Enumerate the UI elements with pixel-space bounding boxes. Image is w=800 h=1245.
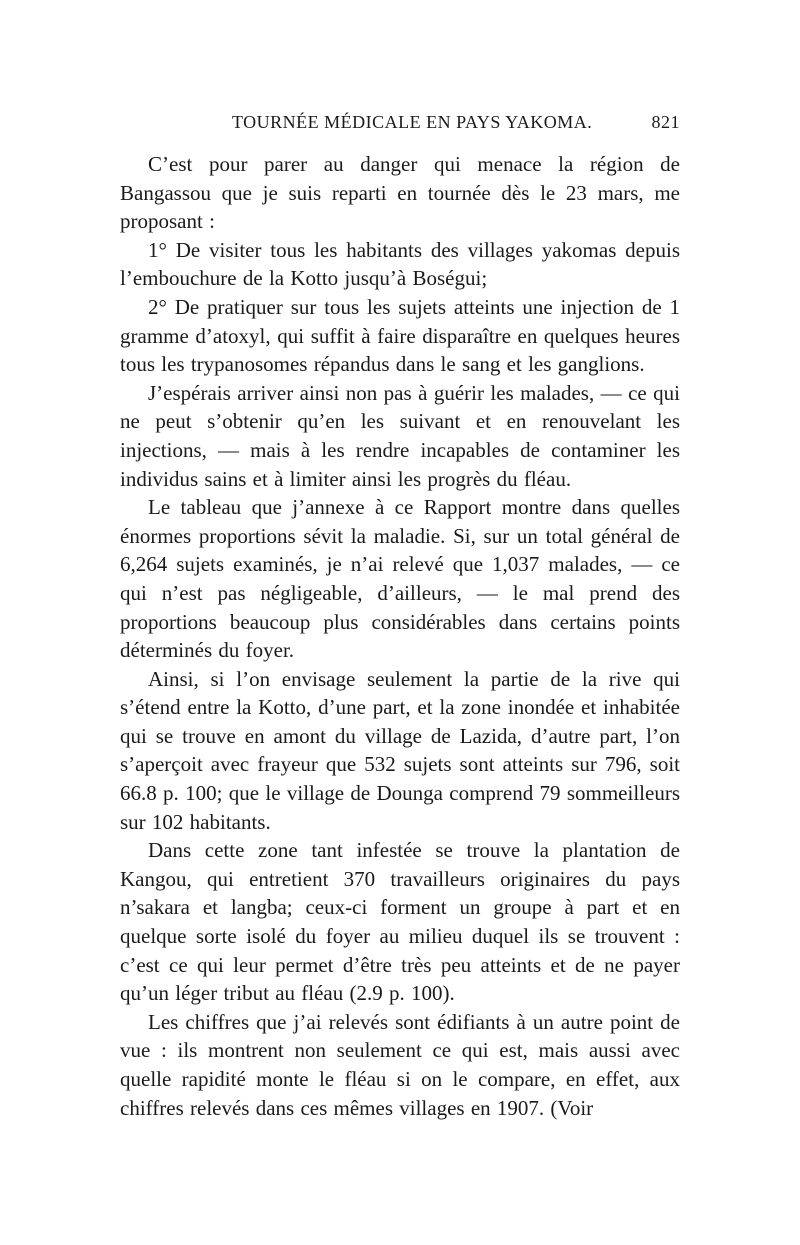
paragraph-intro: C’est pour parer au danger qui menace la région de Bangassou que je suis reparti en tournée dès le 23 mars, me proposant : — [120, 152, 680, 234]
running-header — [120, 112, 680, 140]
text-body — [120, 150, 680, 1122]
paragraph-kangou: Dans cette zone tant infestée se trouve la plantation de Kangou, qui entretient 370 travailleurs originaires du pays n’sakara et langba; ceux-ci forment un groupe à part et en quelque sorte isolé du foyer au milieu duquel ils se trouvent : c’est ce qui leur permet d’être très peu atteints et de ne payer qu’un léger tribut au fléau (2.9 p. 100). — [120, 838, 680, 1006]
document-page — [120, 112, 680, 1122]
running-title: TOURNÉE MÉDICALE EN PAYS YAKOMA. — [232, 112, 593, 132]
paragraph-objective-2: 2° De pratiquer sur tous les sujets atteints une injection de 1 gramme d’atoxyl, qui suffit à faire disparaître en quelques heures tous les trypanosomes répandus dans le sang et les ganglions. — [120, 294, 680, 377]
paragraph-table: Le tableau que j’annexe à ce Rapport montre dans quelles énormes proportions sévit la maladie. Si, sur un total général de 6,264 sujets examinés, je n’ai relevé que 1,037 malades, — ce qui n’est pas négligeable, d’ailleurs, — le mal prend des proportions beaucoup plus considérables dans certains points déterminés du foyer. — [120, 495, 680, 663]
paragraph-figures: Les chiffres que j’ai relevés sont édifiants à un autre point de vue : ils montrent non seulement ce qui est, mais aussi avec quelle rapidité monte le fléau si on le compare, en effet, aux chiffres relevés dans ces mêmes villages en 1907. (Voir — [120, 1009, 680, 1120]
paragraph-hope: J’espérais arriver ainsi non pas à guérir les malades, — ce qui ne peut s’obtenir qu’en les suivant et en renouvelant les injections, — mais à les rendre incapables de contaminer les individus sains et à limiter ainsi les progrès du fléau. — [120, 380, 680, 491]
paragraph-objective-1: 1° De visiter tous les habitants des villages yakomas depuis l’embouchure de la Kotto jusqu’à Boségui; — [120, 237, 680, 291]
page-number: 821 — [651, 112, 680, 132]
paragraph-zone: Ainsi, si l’on envisage seulement la partie de la rive qui s’étend entre la Kotto, d’une part, et la zone inondée et inhabitée qui se trouve en amont du village de Lazida, d’autre part, l’on s’aperçoit avec frayeur que 532 sujets sont atteints sur 796, soit 66.8 p. 100; que le village de Dounga comprend 79 sommeilleurs sur 102 habitants. — [120, 666, 680, 834]
